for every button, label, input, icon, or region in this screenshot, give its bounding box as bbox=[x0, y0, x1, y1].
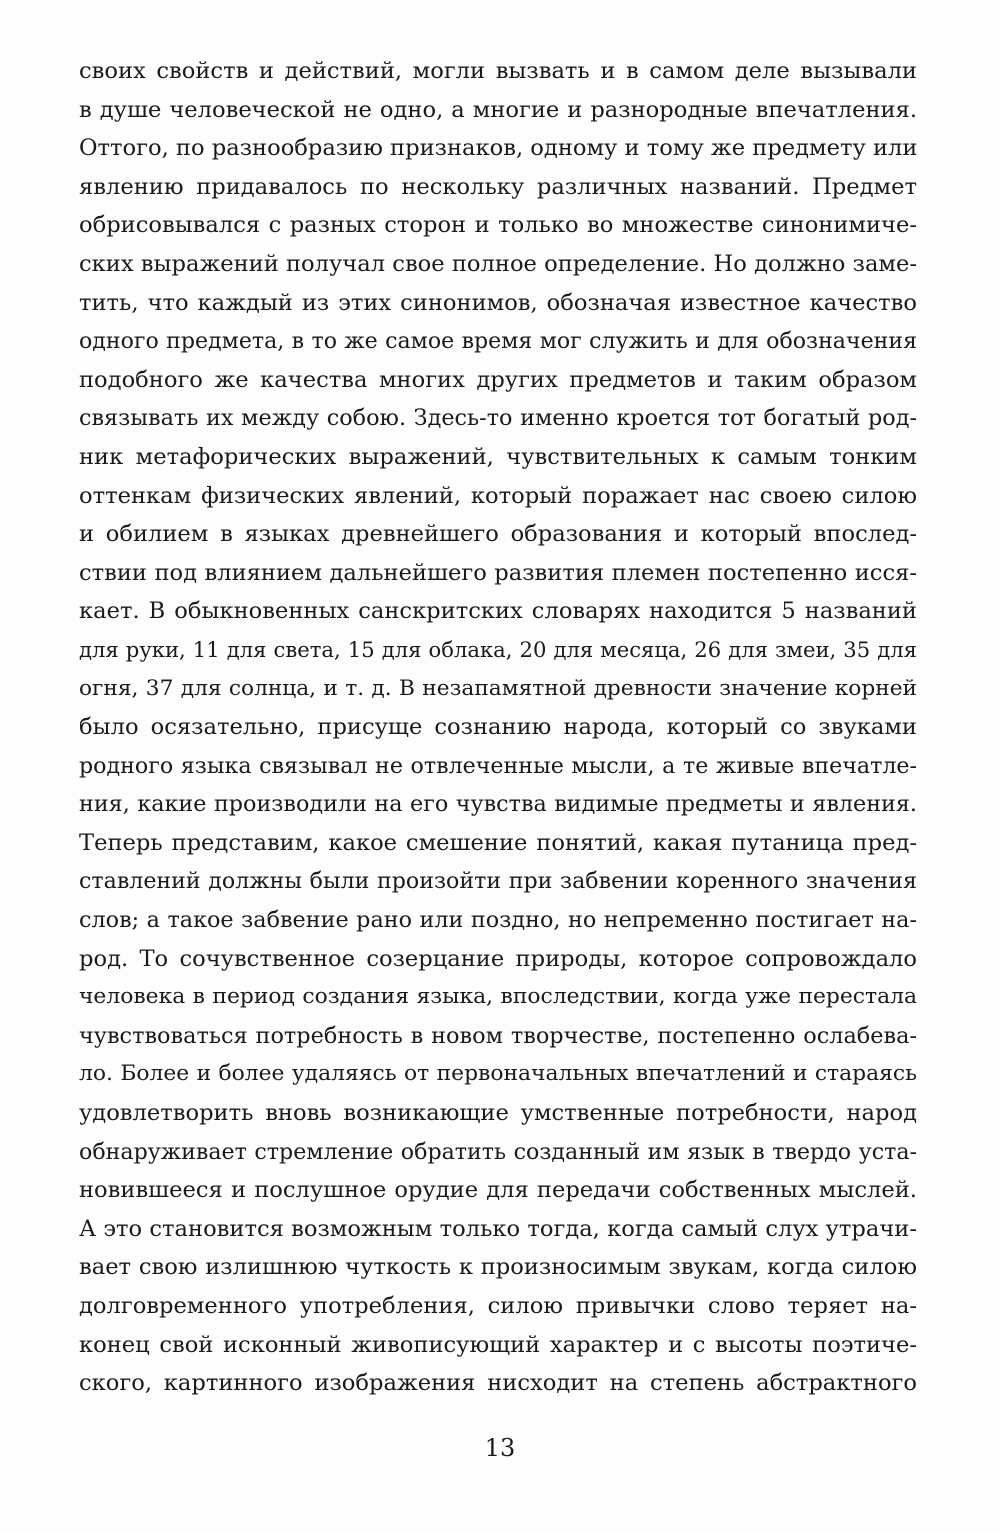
text-line: ник метафорических выражений, чувствительных к самым тонким bbox=[79, 443, 917, 470]
text-line: Оттого, по разнообразию признаков, одному и тому же предмету или bbox=[79, 135, 917, 162]
text-line: связывать их между собою. Здесь-то именно кроется тот богатый род- bbox=[79, 405, 917, 432]
text-line: ния, какие производили на его чувства видимые предметы и явления. bbox=[79, 791, 917, 818]
text-line: ствии под влиянием дальнейшего развития племен постепенно исся- bbox=[79, 559, 917, 586]
text-line: Теперь представим, какое смешение понятий, какая путаница пред- bbox=[79, 829, 917, 856]
text-line: ских выражений получал свое полное определение. Но должно заме- bbox=[79, 250, 917, 277]
text-line: огня, 37 для солнца, и т. д. В незапамятной древности значение корней bbox=[79, 675, 917, 701]
text-line: долговременного употребления, силою привычки слово теряет на- bbox=[79, 1293, 917, 1319]
text-line: ставлений должны были произойти при забвении коренного значения bbox=[79, 868, 917, 895]
text-line: человека в период создания языка, впоследствии, когда уже перестала bbox=[79, 984, 917, 1010]
text-line: подобного же качества многих других предметов и таким образом bbox=[79, 366, 917, 393]
text-line: своих свойств и действий, могли вызвать и в самом деле вызывали bbox=[79, 58, 917, 84]
text-line: в душе человеческой не одно, а многие и разнородные впечатления. bbox=[79, 96, 917, 123]
text-line: родного языка связывал не отвлеченные мысли, а те живые впечатле- bbox=[79, 752, 917, 779]
body-text bbox=[79, 52, 917, 1403]
text-line: чувствоваться потребность в новом творчестве, постепенно ослабева- bbox=[79, 1022, 917, 1049]
text-line: вает свою излишнюю чуткость к произносимым звукам, когда силою bbox=[79, 1254, 917, 1281]
text-line: тить, что каждый из этих синонимов, обозначая известное качество bbox=[79, 289, 917, 316]
text-line: удовлетворить вновь возникающие умственные потребности, народ bbox=[79, 1100, 917, 1127]
text-line: А это становится возможным только тогда, когда самый слух утрачи- bbox=[79, 1215, 917, 1242]
text-line: для руки, 11 для света, 15 для облака, 20 для месяца, 26 для змеи, 35 для bbox=[79, 636, 917, 662]
text-line: обнаруживает стремление обратить созданный им язык в твердо уста- bbox=[79, 1138, 917, 1165]
text-line: и обилием в языках древнейшего образования и который впослед- bbox=[79, 521, 917, 548]
text-line: слов; а такое забвение рано или поздно, но непременно постигает на- bbox=[79, 907, 917, 934]
text-line: конец свой исконный живописующий характер и с высоты поэтиче- bbox=[79, 1331, 917, 1358]
page-number: 13 bbox=[484, 1434, 516, 1462]
text-line: обрисовывался с разных сторон и только во множестве синонимиче- bbox=[79, 212, 917, 239]
text-line: оттенкам физических явлений, который поражает нас своею силою bbox=[79, 482, 917, 509]
text-line: кает. В обыкновенных санскритских словарях находится 5 названий bbox=[79, 598, 917, 625]
text-line: новившееся и послушное орудие для передачи собственных мыслей. bbox=[79, 1177, 917, 1204]
text-line: ло. Более и более удаляясь от первоначальных впечатлений и стараясь bbox=[79, 1061, 917, 1087]
text-line: ского, картинного изображения нисходит на степень абстрактного bbox=[79, 1370, 917, 1397]
text-line: одного предмета, в то же самое время мог служить и для обозначения bbox=[79, 328, 917, 355]
text-line: явлению придавалось по нескольку различных названий. Предмет bbox=[79, 173, 917, 200]
text-line: род. То сочувственное созерцание природы, которое сопровождало bbox=[79, 945, 917, 972]
text-line: было осязательно, присуще сознанию народа, который со звуками bbox=[79, 714, 917, 741]
